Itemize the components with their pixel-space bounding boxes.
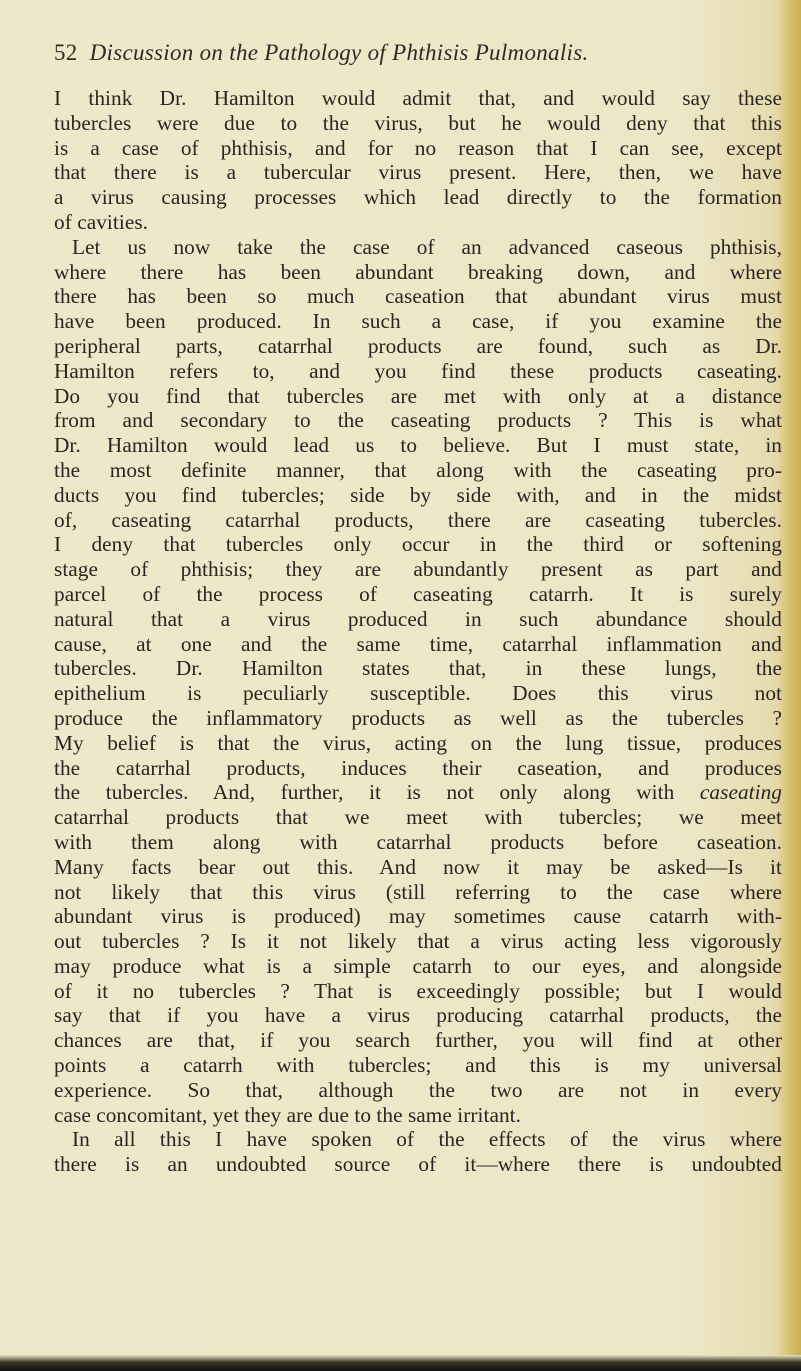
page-edge-right xyxy=(779,0,801,1371)
text-line: chances are that, if you search further, you will find at other xyxy=(54,1028,782,1053)
text-line: is a case of phthisis, and for no reason that I can see, except xyxy=(54,135,782,160)
text-line: Do you find that tubercles are met with only at a distance xyxy=(54,383,782,408)
text-line: say that if you have a virus producing catarrhal products, the xyxy=(54,1003,782,1028)
running-head xyxy=(54,40,754,66)
text-line: of, caseating catarrhal products, there are caseating tubercles. xyxy=(54,507,782,532)
text-line: cause, at one and the same time, catarrhal inflammation and xyxy=(54,631,782,656)
text-line: stage of phthisis; they are abundantly present as part and xyxy=(54,557,782,582)
text-line: tubercles. Dr. Hamilton states that, in these lungs, the xyxy=(54,656,782,681)
text-line xyxy=(54,780,782,805)
text-line: In all this I have spoken of the effects of the virus where xyxy=(72,1127,782,1152)
text-line: of it no tubercles ? That is exceedingly possible; but I would xyxy=(54,978,782,1003)
text-line: may produce what is a simple catarrh to our eyes, and alongside xyxy=(54,953,782,978)
text-line: have been produced. In such a case, if you examine the xyxy=(54,309,782,334)
text-line: where there has been abundant breaking down, and where xyxy=(54,259,782,284)
italic-word: caseating xyxy=(699,780,782,805)
text-line: Let us now take the case of an advanced caseous phthisis, xyxy=(72,234,782,259)
text-line: I think Dr. Hamilton would admit that, and would say these xyxy=(54,86,782,110)
text-fragment: the tubercles. And, further, it is not only along with xyxy=(54,780,675,805)
running-title: Discussion on the Pathology of Phthisis Pulmonalis. xyxy=(89,40,589,65)
text-line: case concomitant, yet they are due to the same irritant. xyxy=(54,1102,522,1127)
text-line: the catarrhal products, induces their caseation, and produces xyxy=(54,755,782,780)
page-number: 52 xyxy=(54,40,78,65)
text-line: Many facts bear out this. And now it may be asked—Is it xyxy=(54,854,782,879)
text-line: a virus causing processes which lead directly to the formation xyxy=(54,185,782,210)
body-text xyxy=(54,86,782,1177)
text-line: points a catarrh with tubercles; and this is my universal xyxy=(54,1053,782,1078)
text-line: out tubercles ? Is it not likely that a virus acting less vigorously xyxy=(54,929,782,954)
text-line: catarrhal products that we meet with tubercles; we meet xyxy=(54,805,782,830)
text-line: peripheral parts, catarrhal products are found, such as Dr. xyxy=(54,333,782,358)
page-edge-bottom xyxy=(0,1355,801,1371)
text-line: there has been so much caseation that abundant virus must xyxy=(54,284,782,309)
text-line: natural that a virus produced in such abundance should xyxy=(54,606,782,631)
text-line: Dr. Hamilton would lead us to believe. But I must state, in xyxy=(54,433,782,458)
text-line: epithelium is peculiarly susceptible. Does this virus not xyxy=(54,681,782,706)
text-line: Hamilton refers to, and you find these products caseating. xyxy=(54,358,782,383)
text-line: from and secondary to the caseating products ? This is what xyxy=(54,408,782,433)
text-line: experience. So that, although the two are not in every xyxy=(54,1077,782,1102)
text-line: with them along with catarrhal products before caseation. xyxy=(54,829,782,854)
text-line: I deny that tubercles only occur in the third or softening xyxy=(54,532,782,557)
text-line: that there is a tubercular virus present. Here, then, we have xyxy=(54,160,782,185)
text-line: parcel of the process of caseating catarrh. It is surely xyxy=(54,581,782,606)
text-line: there is an undoubted source of it—where there is undoubted xyxy=(54,1152,782,1177)
text-line: abundant virus is produced) may sometimes cause catarrh with- xyxy=(54,904,782,929)
text-line: tubercles were due to the virus, but he would deny that this xyxy=(54,110,782,135)
text-line: My belief is that the virus, acting on the lung tissue, produces xyxy=(54,730,782,755)
text-line: ducts you find tubercles; side by side with, and in the midst xyxy=(54,482,782,507)
text-line: not likely that this virus (still referring to the case where xyxy=(54,879,782,904)
text-line: the most definite manner, that along with the caseating pro- xyxy=(54,457,782,482)
text-line: produce the inflammatory products as well as the tubercles ? xyxy=(54,705,782,730)
text-line: of cavities. xyxy=(54,209,149,234)
